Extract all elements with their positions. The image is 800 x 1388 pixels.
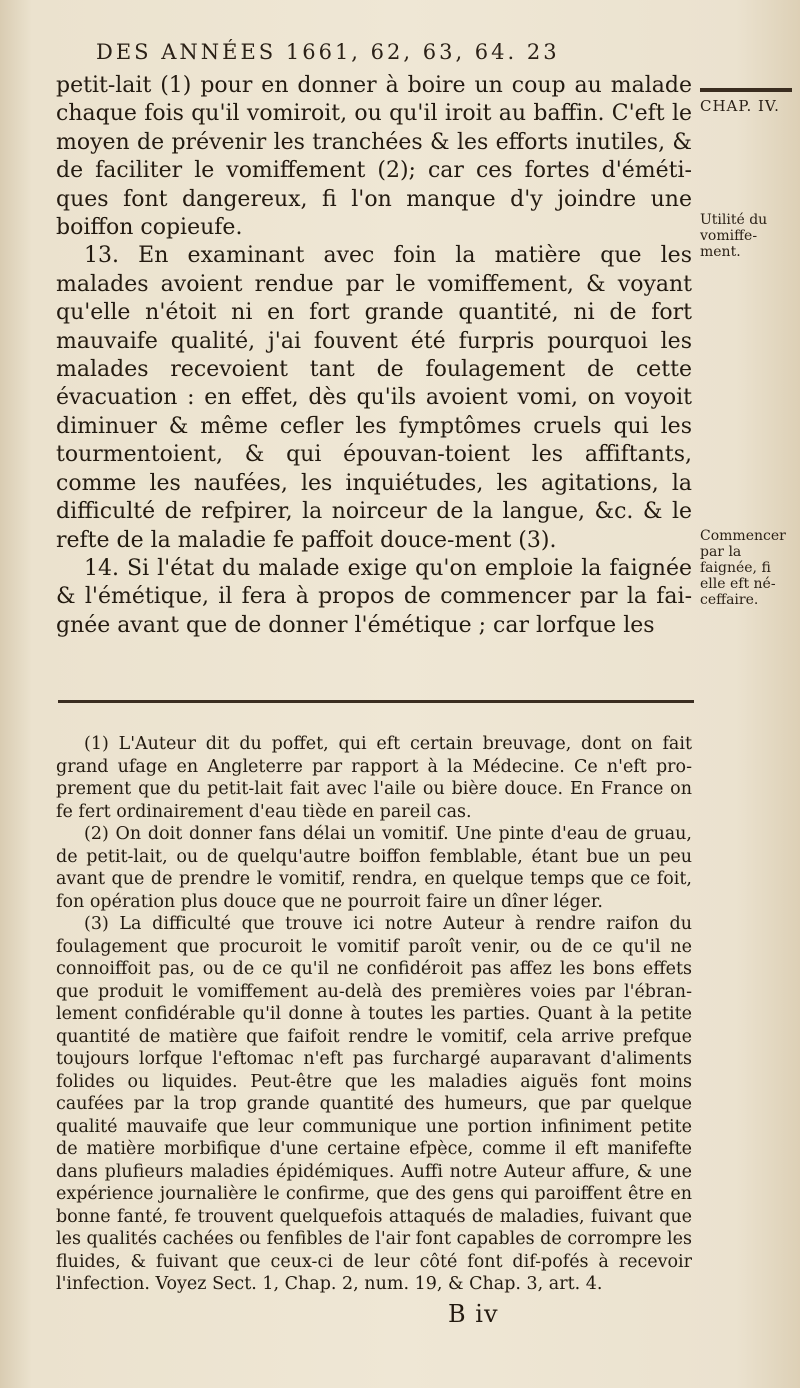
paragraph-continuation: petit-lait (1) pour en donner à boire un coup au malade chaque fois qu'il vomiroit, ou qu'il iroit au baffin. C'eft le moyen de prévenir les tranchées & les efforts inutiles, & de faciliter le vomiffement (2); car ces fortes d'éméti-ques font dangereux, fi l'on manque d'y joindre une boiffon copieufe. [56,73,692,241]
main-text [56,72,692,640]
footnotes [56,733,692,1296]
footnote-divider [58,700,694,703]
footnote-1: (1) L'Auteur dit du poffet, qui eft certain breuvage, dont on fait grand ufage en Angleterre par rapport à la Médecine. Ce n'eft pro-prement que du petit-lait fait avec l'aile ou bière douce. En France on fe fert ordinairement d'eau tiède en pareil cas. [56,734,692,822]
chapter-rule [700,88,792,92]
margin-note-begin: Commencer par la faignée, fi elle eft né-ceffaire. [700,528,786,608]
paragraph-14: 14. Si l'état du malade exige qu'on emploie la faignée & l'émétique, il fera à propos de commencer par la fai-gnée avant que de donner l'émétique ; car lorfque les [56,555,692,638]
paragraph-13: 13. En examinant avec foin la matière que les malades avoient rendue par le vomiffement, & voyant qu'elle n'étoit ni en fort grande quantité, ni de fort mauvaife qualité, j'ai fouvent été furpris pourquoi les malades recevoient tant de foulagement de cette évacuation : en effet, dès qu'ils avoient vomi, on voyoit diminuer & même cefler les fymptômes cruels qui les tourmentoient, & qui épouvan-toient les affiftants, comme les naufées, les inquiétudes, les agitations, la difficulté de refpirer, la noirceur de la langue, &c. & le refte de la maladie fe paffoit douce-ment (3). [56,243,692,553]
signature-mark: B iv [448,1300,499,1328]
running-head: DES ANNÉES 1661, 62, 63, 64. 23 [96,40,560,64]
footnote-3: (3) La difficulté que trouve ici notre Auteur à rendre raifon du foulagement que procuroit le vomitif paroît venir, ou de ce qu'il ne connoiffoit pas, ou de ce qu'il ne confidéroit pas affez les bons effets que produit le vomiffement au-delà des premières voies par l'ébran-lement confidérable qu'il donne à toutes les parties. Quant à la petite quantité de matière que faifoit rendre le vomitif, cela arrive prefque toujours lorfque l'eftomac n'eft pas furchargé auparavant d'aliments folides ou liquides. Peut-être que les maladies aiguës font moins caufées par la trop grande quantité des humeurs, que par quelque qualité mauvaife que leur communique une portion infiniment petite de matière morbifique d'une certaine efpèce, comme il eft manifefte dans plufieurs maladies épidémiques. Auffi notre Auteur affure, & une expérience journalière le confirme, que des gens qui paroiffent être en bonne fanté, fe trouvent quelquefois attaqués de maladies, fuivant que les qualités cachées ou fenfibles de l'air font capables de corrompre les fluides, & fuivant que ceux-ci de leur côté font dif-pofés à recevoir l'infection. Voyez Sect. 1, Chap. 2, num. 19, & Chap. 3, art. 4. [56,914,692,1294]
margin-note-chapter: CHAP. IV. [700,97,780,115]
footnote-2: (2) On doit donner fans délai un vomitif. Une pinte d'eau de gruau, de petit-lait, ou de quelqu'autre boiffon femblable, étant bue un peu avant que de prendre le vomitif, rendra, en quelque temps que ce foit, fon opération plus douce que ne pourroit faire un dîner léger. [56,824,692,912]
margin-note-utility: Utilité du vomiffe-ment. [700,212,768,260]
